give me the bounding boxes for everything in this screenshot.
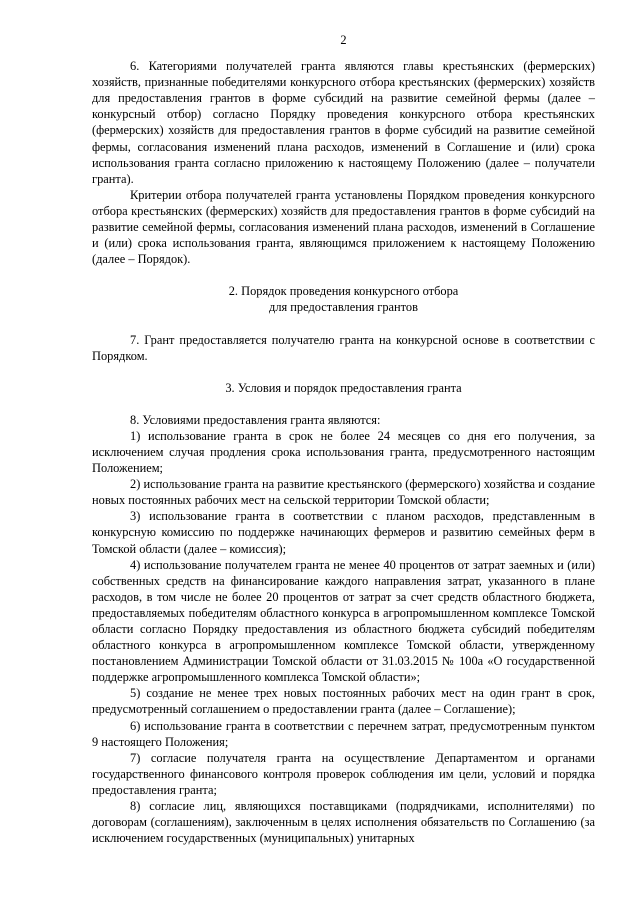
condition-5: 5) создание не менее трех новых постоянных рабочих мест на один грант в срок, предусмотренный соглашением о предоставлении гранта (далее – Соглашение); bbox=[92, 686, 595, 717]
section-2-title-line-1: 2. Порядок проведения конкурсного отбора bbox=[228, 284, 459, 299]
section-3-title: 3. Условия и порядок предоставления гранта bbox=[225, 380, 462, 395]
paragraph-criteria: Критерии отбора получателей гранта установлены Порядком проведения конкурсного отбора крестьянских (фермерских) хозяйств для предоставления грантов в форме субсидий на развитие семейной фермы, согласования изменений плана расходов, изменений в Соглашение и (или) срока использования гранта, являющимся приложением к настоящему Положению (далее – Порядок). bbox=[92, 187, 595, 267]
paragraph-6: 6. Категориями получателей гранта являются главы крестьянских (фермерских) хозяйств, признанные победителями конкурсного отбора крестьянских (фермерских) хозяйств для предоставления грантов в форме субсидий на развитие семейной фермы (далее – конкурсный отбор) согласно Порядку проведения конкурсного отбора крестьянских (фермерских) хозяйств для предоставления грантов в форме субсидий на развитие семейной фермы, согласования изменений плана расходов, изменений в Соглашение и (или) срока использования гранта согласно приложению к настоящему Положению (далее – получатели гранта). bbox=[92, 59, 595, 186]
section-2-title-line-2: для предоставления грантов bbox=[269, 300, 418, 315]
condition-6: 6) использование гранта в соответствии с перечнем затрат, предусмотренным пунктом 9 настоящего Положения; bbox=[92, 718, 595, 749]
condition-8: 8) согласие лиц, являющихся поставщиками (подрядчиками, исполнителями) по договорам (соглашениям), заключенным в целях исполнения обязательств по Соглашению (за исключением государственных (муниципальных) унитарных bbox=[92, 799, 595, 846]
condition-2: 2) использование гранта на развитие крестьянского (фермерского) хозяйства и создание новых постоянных рабочих мест на сельской территории Томской области; bbox=[92, 477, 595, 508]
page-number: 2 bbox=[340, 33, 347, 47]
condition-7: 7) согласие получателя гранта на осуществление Департаментом и органами государственного финансового контроля проверок соблюдения им цели, условий и порядка предоставления гранта; bbox=[92, 750, 595, 797]
paragraph-7: 7. Грант предоставляется получателю гранта на конкурсной основе в соответствии с Порядком. bbox=[92, 332, 595, 363]
section-2-title bbox=[92, 283, 595, 315]
condition-4: 4) использование получателем гранта не менее 40 процентов от затрат заемных и (или) собственных средств на финансирование каждого направления затрат, указанного в плане расходов, в том числе не более 20 процентов от затрат за счет средств областного бюджета, предоставляемых победителям областного конкурса в агропромышленном комплексе Томской области согласно Порядку предоставления из областного бюджета субсидий победителям областного конкурса в агропромышленном комплексе Томской области, утвержденному постановлением Администрации Томской области от 31.03.2015 № 100а «О государственной поддержке агропромышленного комплекса Томской области»; bbox=[92, 557, 595, 685]
condition-1: 1) использование гранта в срок не более 24 месяцев со дня его получения, за исключением случая продления срока использования гранта, предусмотренного настоящим Положением; bbox=[92, 428, 595, 476]
condition-3: 3) использование гранта в соответствии с планом расходов, представленным в конкурсную комиссию по поддержке начинающих фермеров и развитию семейных ферм в Томской области (далее – комиссия); bbox=[92, 509, 595, 556]
paragraph-8: 8. Условиями предоставления гранта являются: bbox=[130, 412, 381, 427]
